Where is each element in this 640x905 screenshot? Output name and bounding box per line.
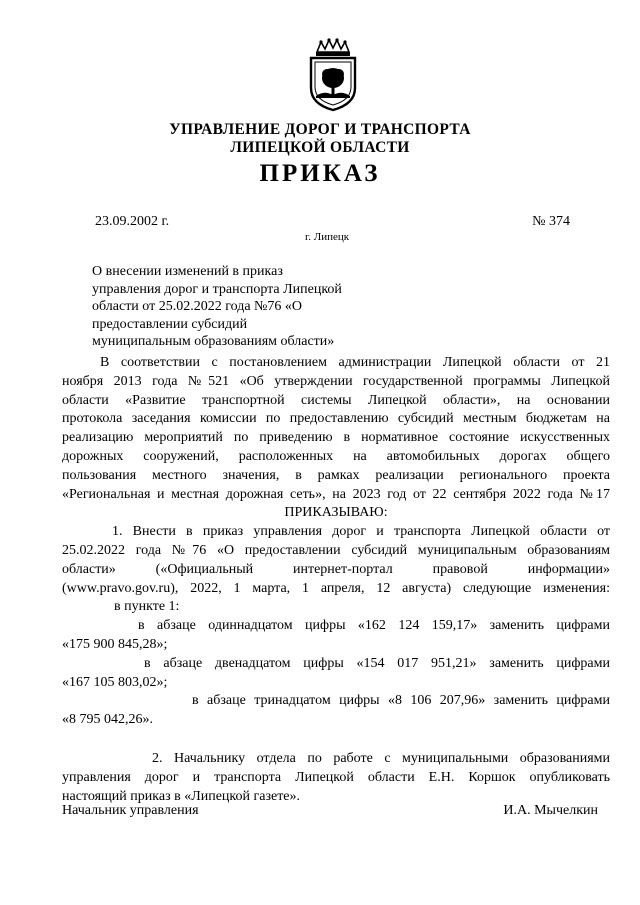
preamble-line: реализацию мероприятий по приведению в нормативное состояние искусственных [62,430,610,446]
document-subject [92,263,372,351]
change1-value: «175 900 845,28»; [62,636,168,652]
order-word: ПРИКАЗЫВАЮ: [284,505,388,521]
document-title: ПРИКАЗ [259,160,381,187]
signature-name: И.А. Мычелкин [503,803,598,818]
document-city: г. Липецк [305,231,350,243]
item1-line: области» («Официальный интернет-портал правовой информации» [62,561,610,577]
item2-line: 2. Начальнику отдела по работе с муниципальными образованиями [152,750,610,766]
subject-line: О внесении изменений в приказ [92,264,283,279]
item2-line: настоящий приказ в «Липецкой газете». [62,788,301,804]
document-body [62,354,610,806]
item1-line: (www.pravo.gov.ru), 2022, 1 марта, 1 апреля, 12 августа) следующие изменения: [62,580,610,596]
item2-line: управления дорог и транспорта Липецкой области Е.Н. Коршок опубликовать [62,769,610,785]
point-label: в пункте 1: [114,599,180,615]
item1-line: 1. Внести в приказ управления дорог и транспорта Липецкой области от [112,524,610,540]
change3-value: «8 795 042,26». [62,712,153,728]
item1-line: 25.02.2022 года №76 «О предоставлении субсидий муниципальным образованиям [62,542,610,558]
document-number: № 374 [532,214,570,229]
change2-line: в абзаце двенадцатом цифры «154 017 951,21» заменить цифрами [144,655,610,671]
change1-line: в абзаце одиннадцатом цифры «162 124 159,17» заменить цифрами [138,618,610,634]
document-date: 23.09.2002 г. [95,214,170,229]
paragraph-spacer [62,730,610,750]
change2-value: «167 105 803,02»; [62,674,168,690]
coat-of-arms-emblem [305,38,361,112]
preamble-line: области «Развитие транспортной системы Липецкой области», на основании [62,392,610,408]
subject-line: предоставлении субсидий [92,316,248,332]
organization-name-line1: УПРАВЛЕНИЕ ДОРОГ И ТРАНСПОРТА [169,121,471,138]
preamble-line: ноября 2013 года №521 «Об утверждении государственной программы Липецкой [62,373,610,389]
subject-line: муниципальным образованиям области» [92,334,335,350]
subject-line: управления дорог и транспорта Липецкой [92,281,342,297]
preamble-line: В соответствии с постановлением администрации Липецкой области от 21 [100,355,610,370]
organization-name-line2: ЛИПЕЦКОЙ ОБЛАСТИ [230,139,410,156]
subject-line: области от 25.02.2022 года №76 «О [92,299,303,315]
preamble-line: пользования местного значения, в рамках реализации регионального проекта [62,467,610,483]
signature-role: Начальник управления [62,803,199,818]
change3-line: в абзаце тринадцатом цифры «8 106 207,96» заменить цифрами [192,693,610,709]
preamble-line: «Региональная и местная дорожная сеть», на 2023 год от 22 сентября 2022 года №17 [62,486,610,502]
preamble-line: протокола заседания комиссии по предоставлению субсидий местным бюджетам на [62,411,610,427]
preamble-line: дорожных сооружений, расположенных на автомобильных дорогах общего [62,448,610,464]
